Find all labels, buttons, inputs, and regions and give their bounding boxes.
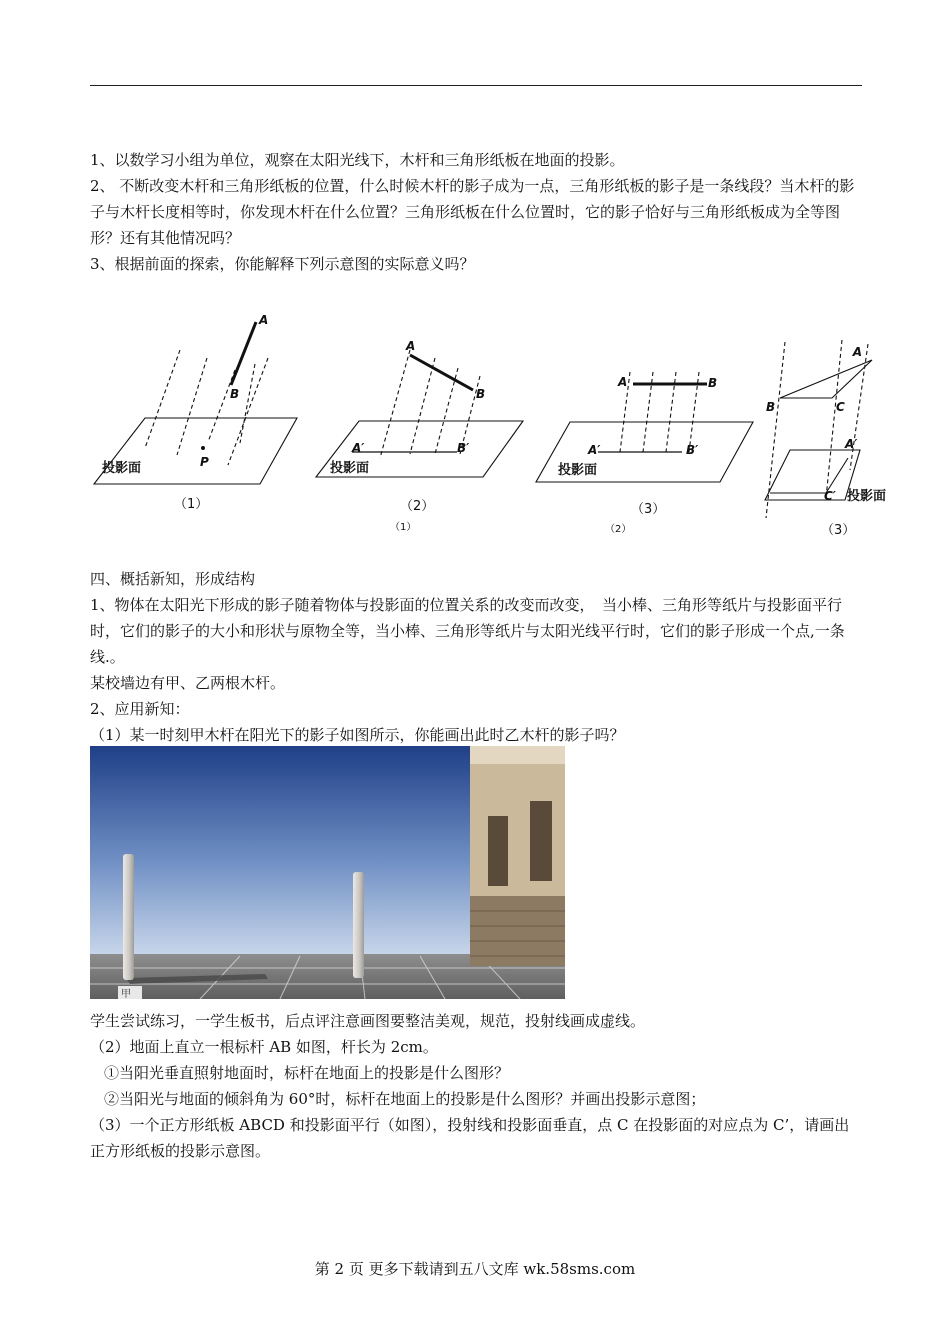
- poles-photo: [90, 746, 565, 999]
- section4-p2: 某校墙边有甲、乙两根木杆。: [90, 674, 286, 692]
- section4-heading: 四、概括新知，形成结构: [90, 570, 256, 588]
- after-p2: （2）地面上直立一根标杆 AB 如图，杆长为 2cm。: [90, 1038, 438, 1056]
- after-p4: ②当阳光与地面的倾斜角为 60°时，标杆在地面上的投影是什么图形？并画出投影示意图；: [104, 1090, 706, 1108]
- fig4-label-c1: C′: [824, 489, 836, 503]
- fig3-label-b1: B′: [686, 443, 699, 457]
- intro-item-3: 3、根据前面的探索，你能解释下列示意图的实际意义吗？: [90, 255, 475, 273]
- intro-item-1: 1、以数学习小组为单位，观察在太阳光线下，木杆和三角形纸板在地面的投影。: [90, 151, 625, 169]
- fig2-label-a: A: [406, 339, 416, 353]
- fig-small-mark-2: （2）: [605, 524, 632, 535]
- section4-p1: 1、物体在太阳光下形成的影子随着物体与投影面的位置关系的改变而改变， 当小棒、三角形等纸片与投影面平行时，它们的影子的大小和形状与原物全等，当小棒、三角形等纸片与太阳光线平行时，它们的影子形成一个点,一条线.。: [90, 596, 845, 666]
- fig2-label-b1: B′: [457, 441, 470, 455]
- intro-item-2: 2、 不断改变木杆和三角形纸板的位置，什么时候木杆的影子成为一点，三角形纸板的影子是一条线段？当木杆的影子与木杆长度相等时，你发现木杆在什么位置？三角形纸板在什么位置时，它的影子恰好与三角形纸板成为全等图形？还有其他情况吗？: [90, 177, 855, 247]
- fig3-label-b: B: [708, 376, 718, 390]
- section4-block: [90, 566, 862, 748]
- fig3-plane-label: 投影面: [558, 463, 598, 478]
- fig3-caption: （3）: [631, 502, 666, 517]
- after-p3: ①当阳光垂直照射地面时，标杆在地面上的投影是什么图形？: [104, 1064, 510, 1082]
- fig1-pole-ab: [231, 322, 256, 385]
- fig2-plane-label: 投影面: [330, 461, 370, 476]
- section4-q1: （1）某一时刻甲木杆在阳光下的影子如图所示，你能画出此时乙木杆的影子吗？: [90, 726, 625, 744]
- fig2-segment-ab: [410, 355, 473, 390]
- fig4-triangle-projection: [770, 458, 848, 493]
- after-block: [90, 1008, 862, 1164]
- fig4-label-c: C: [836, 400, 845, 414]
- fig-small-mark-1: （1）: [390, 522, 417, 533]
- page-footer: 第 2 页 更多下载请到五八文库 wk.58sms.com: [314, 1260, 636, 1278]
- intro-block: [90, 147, 862, 277]
- after-p1: 学生尝试练习，一学生板书，后点评注意画图要整洁美观，规范，投射线画成虚线。: [90, 1012, 646, 1030]
- projection-figures: [90, 310, 887, 540]
- fig1-caption: （1）: [174, 497, 209, 512]
- after-p5: （3）一个正方形纸板 ABCD 和投影面平行（如图），投射线和投影面垂直，点 C 在投影面的对应点为 C’，请画出正方形纸板的投影示意图。: [90, 1116, 850, 1160]
- fig1-label-a: A: [259, 313, 269, 327]
- fig4-label-a: A: [852, 345, 862, 359]
- fig4-triangle: [780, 360, 872, 398]
- fig2-label-a1: A′: [352, 441, 365, 455]
- photo-sign-label: 甲: [121, 989, 131, 1000]
- fig4-plane-label: 投影面: [847, 489, 887, 504]
- fig1-plane-label: 投影面: [102, 461, 142, 476]
- fig2-caption: （2）: [400, 499, 435, 514]
- section4-p3: 2、应用新知：: [90, 700, 190, 718]
- fig3-label-a1: A′: [588, 443, 601, 457]
- header-rule: [90, 85, 862, 86]
- fig4-caption: （3）: [821, 523, 856, 538]
- fig1-label-b: B: [230, 387, 240, 401]
- fig4-label-a1: A′: [845, 437, 858, 451]
- fig1-point-p: [201, 446, 205, 450]
- fig3-label-a: A: [618, 375, 628, 389]
- fig4-label-b: B: [766, 400, 776, 414]
- fig2-label-b: B: [476, 387, 486, 401]
- fig1-label-p: P: [200, 455, 209, 469]
